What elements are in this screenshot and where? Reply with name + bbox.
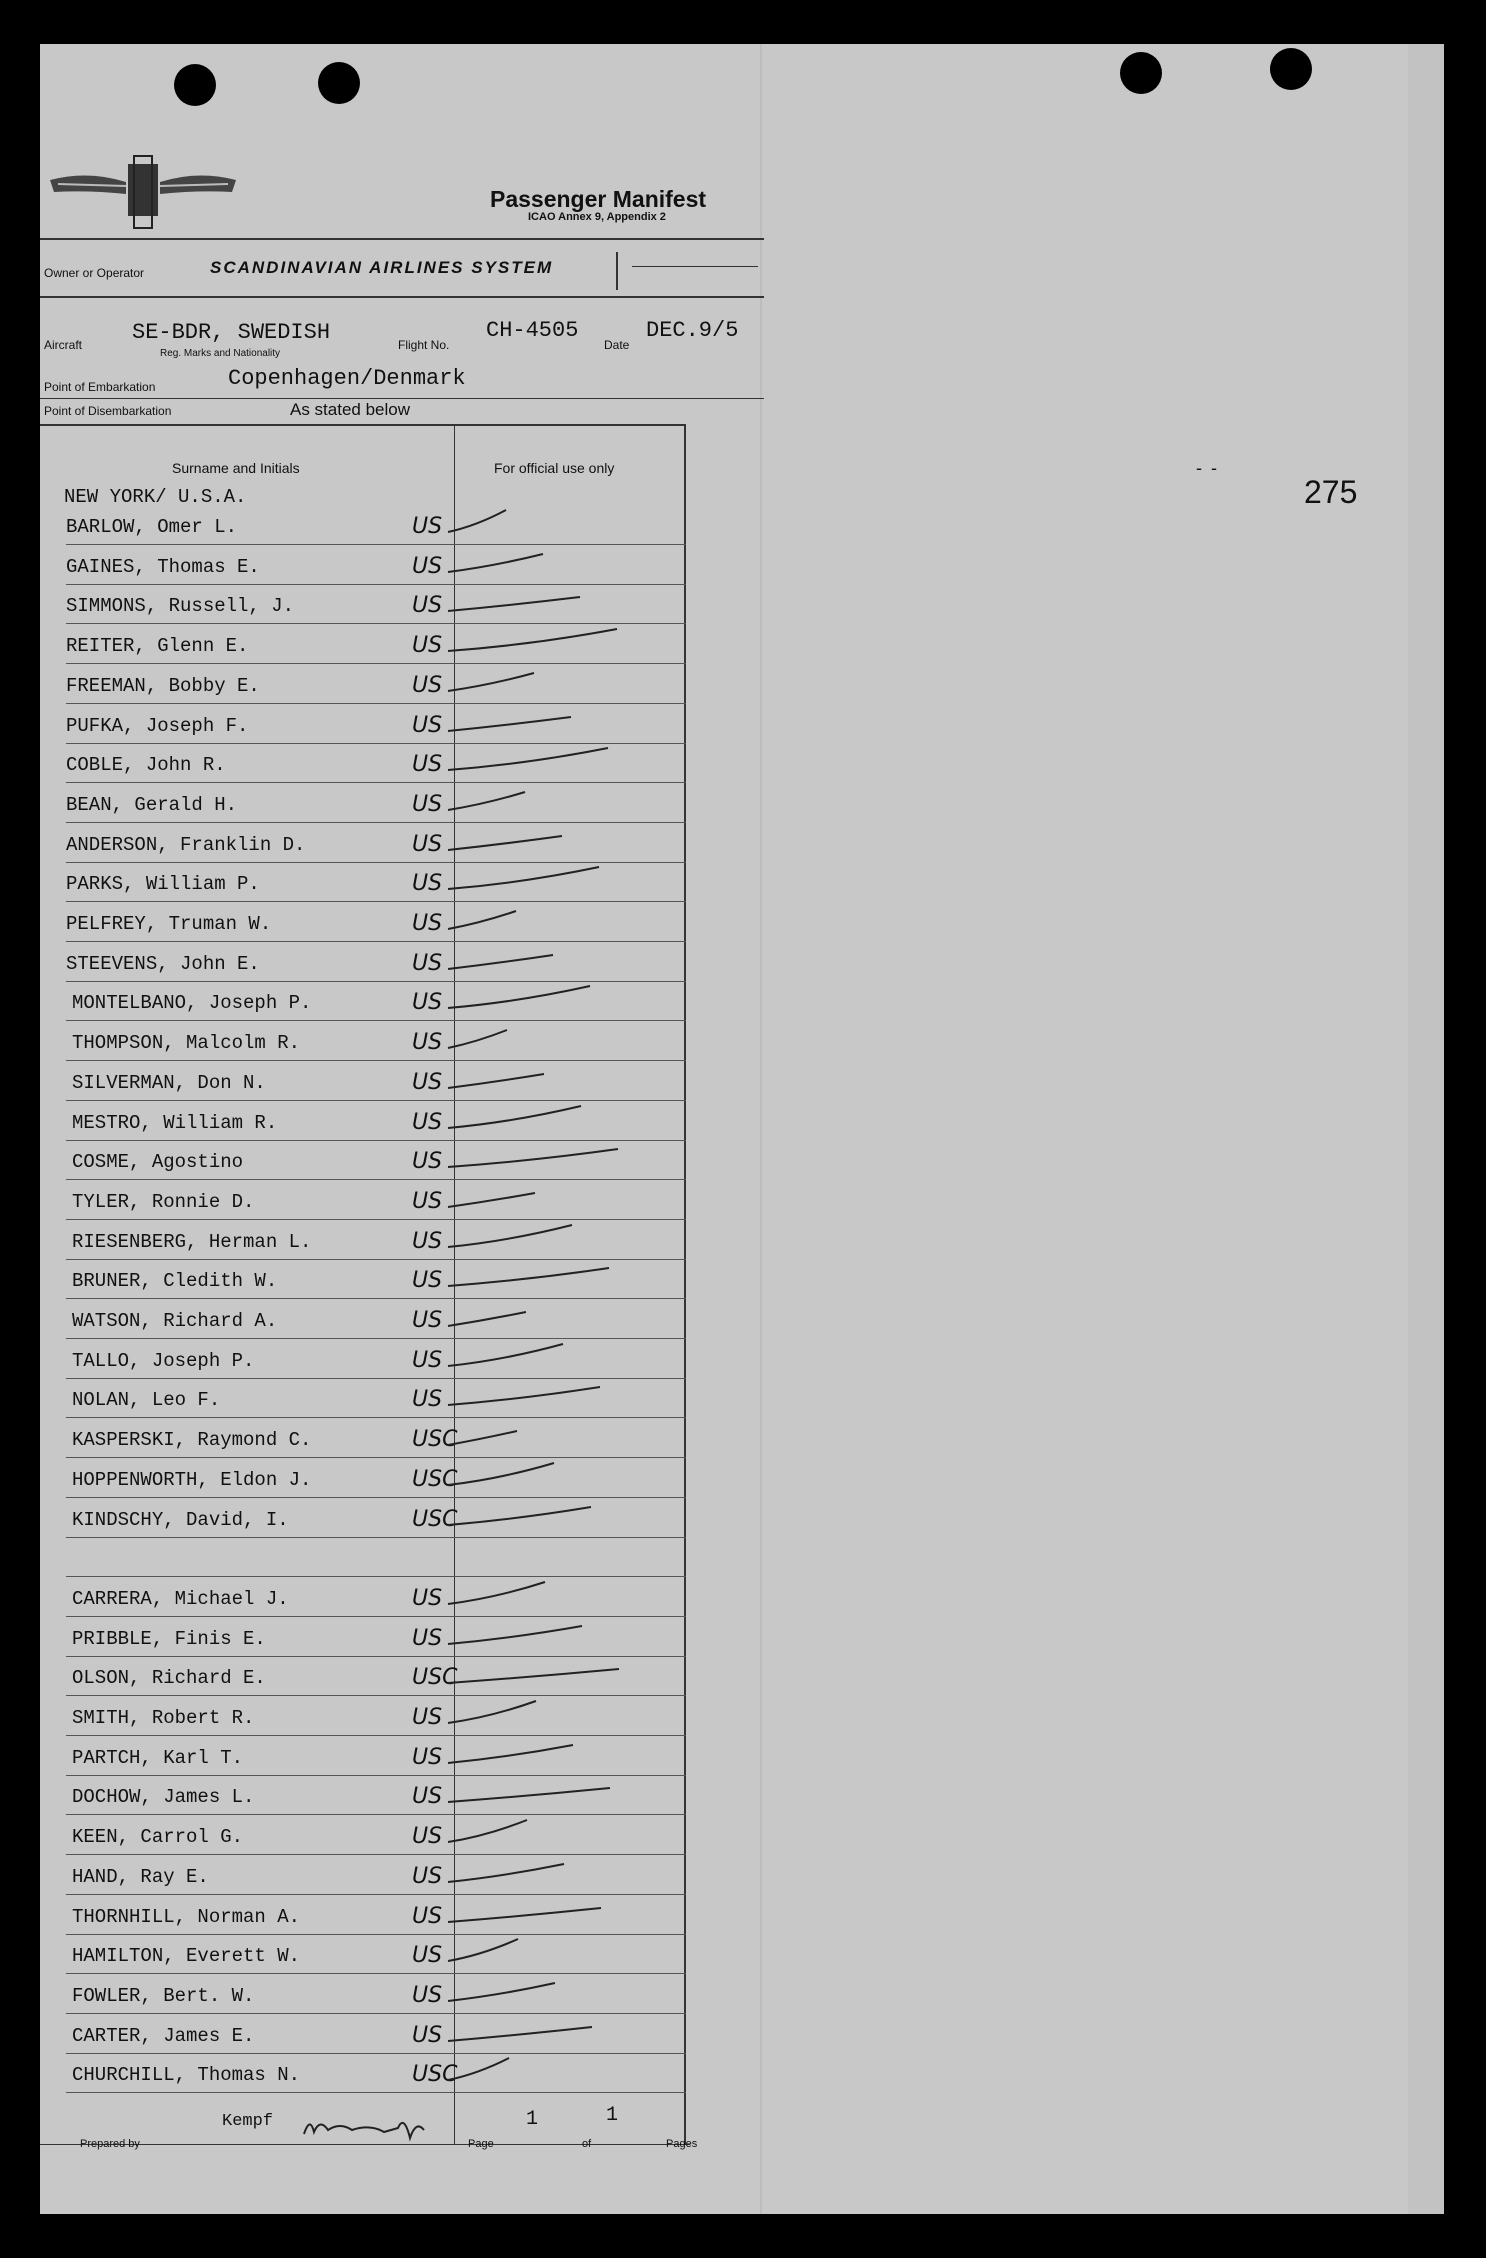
- passenger-name: MONTELBANO, Joseph P.: [72, 992, 312, 1015]
- page-stamp: 275: [1304, 474, 1358, 510]
- check-stroke: [446, 1495, 646, 1535]
- nationality-mark: US: [412, 1387, 443, 1413]
- nationality-mark: US: [412, 1982, 443, 2008]
- flight-label: Flight No.: [398, 338, 450, 352]
- nationality-mark: US: [412, 950, 443, 976]
- check-stroke: [446, 1455, 646, 1495]
- passenger-name: KINDSCHY, David, I.: [72, 1508, 289, 1531]
- punch-hole: [318, 62, 360, 104]
- divider: [40, 424, 686, 426]
- divider: [40, 398, 764, 399]
- nationality-mark: US: [412, 1030, 443, 1056]
- disembark-label: Point of Disembarkation: [44, 404, 172, 418]
- row-rule: [66, 2092, 686, 2093]
- check-stroke: [446, 1971, 646, 2011]
- passenger-name: FOWLER, Bert. W.: [72, 1984, 255, 2007]
- passenger-name: SMITH, Robert R.: [72, 1707, 255, 1729]
- passenger-name: HAMILTON, Everett W.: [72, 1945, 301, 1968]
- check-stroke: [446, 2050, 646, 2090]
- nationality-mark: US: [412, 1228, 443, 1254]
- passenger-name: BRUNER, Cledith W.: [72, 1270, 278, 1293]
- passenger-name: NOLAN, Leo F.: [72, 1389, 221, 1412]
- passenger-name: TALLO, Joseph P.: [72, 1349, 255, 1372]
- signature: [300, 2108, 460, 2144]
- divider: [40, 296, 764, 298]
- check-stroke: [446, 502, 646, 542]
- flight-value: CH-4505: [486, 318, 579, 343]
- passenger-name: GAINES, Thomas E.: [66, 555, 260, 578]
- check-stroke: [446, 978, 646, 1018]
- check-stroke: [446, 2011, 646, 2051]
- divider: [40, 238, 764, 240]
- paper-edge: [1408, 44, 1444, 2214]
- check-stroke: [446, 542, 646, 582]
- passenger-name: FREEMAN, Bobby E.: [66, 674, 260, 697]
- check-stroke: [446, 859, 646, 899]
- check-stroke: [446, 1058, 646, 1098]
- page-value: 1: [526, 2108, 539, 2131]
- divider: [632, 266, 758, 267]
- date-value: DEC.9/5: [646, 318, 739, 343]
- passenger-name: ANDERSON, Franklin D.: [66, 833, 306, 856]
- check-stroke: [446, 1931, 646, 1971]
- nationality-mark: USC: [412, 1506, 458, 1532]
- passenger-name: HOPPENWORTH, Eldon J.: [72, 1468, 312, 1491]
- divider: [616, 252, 618, 290]
- passenger-name: PRIBBLE, Finis E.: [72, 1627, 266, 1650]
- date-label: Date: [604, 338, 630, 352]
- nationality-mark: US: [412, 1705, 443, 1730]
- check-stroke: [446, 1415, 646, 1455]
- passenger-name: PARKS, William P.: [66, 873, 260, 896]
- embark-label: Point of Embarkation: [44, 380, 156, 394]
- of-label: of: [582, 2138, 592, 2150]
- nationality-mark: US: [412, 1625, 443, 1651]
- row-rule: [66, 1537, 686, 1538]
- check-stroke: [446, 621, 646, 661]
- passenger-name: CARRERA, Michael J.: [72, 1587, 289, 1610]
- passenger-name: REITER, Glenn E.: [66, 635, 249, 658]
- passenger-name: SIMMONS, Russell, J.: [66, 595, 295, 618]
- nationality-mark: US: [412, 1069, 443, 1095]
- prepared-value: Kempf: [222, 2112, 274, 2131]
- nationality-mark: US: [412, 2022, 443, 2048]
- nationality-mark: US: [412, 1784, 443, 1810]
- nationality-mark: US: [412, 1943, 443, 1969]
- passenger-name: RIESENBERG, Herman L.: [72, 1230, 312, 1253]
- passenger-name: WATSON, Richard A.: [72, 1310, 278, 1332]
- check-stroke: [446, 1772, 646, 1812]
- punch-hole: [174, 64, 216, 106]
- official-column-header: For official use only: [494, 460, 615, 476]
- passenger-name: CHURCHILL, Thomas N.: [72, 2064, 301, 2087]
- nationality-mark: US: [412, 514, 443, 539]
- passenger-name: COBLE, John R.: [66, 754, 226, 777]
- side-marks: - -: [1196, 458, 1219, 478]
- nationality-mark: US: [412, 871, 443, 897]
- check-stroke: [446, 1018, 646, 1058]
- check-stroke: [446, 1296, 646, 1336]
- passenger-name: PARTCH, Karl T.: [72, 1746, 244, 1769]
- owner-value: SCANDINAVIAN AIRLINES SYSTEM: [210, 258, 554, 277]
- passenger-name: CARTER, James E.: [72, 2024, 255, 2047]
- embark-value: Copenhagen/Denmark: [228, 366, 466, 391]
- nationality-mark: US: [412, 990, 443, 1016]
- passenger-name: THOMPSON, Malcolm R.: [72, 1032, 301, 1055]
- check-stroke: [446, 1137, 646, 1177]
- aircraft-sublabel: Reg. Marks and Nationality: [160, 348, 281, 359]
- check-stroke: [446, 939, 646, 979]
- pages-label: Pages: [666, 2138, 698, 2150]
- nationality-mark: US: [412, 1308, 443, 1333]
- check-stroke: [446, 1574, 646, 1614]
- check-stroke: [446, 820, 646, 860]
- nationality-mark: US: [412, 1744, 443, 1770]
- nationality-mark: US: [412, 553, 443, 579]
- check-stroke: [446, 1217, 646, 1257]
- nationality-mark: US: [412, 791, 443, 817]
- nationality-mark: US: [412, 712, 443, 738]
- check-stroke: [446, 701, 646, 741]
- passenger-name: BEAN, Gerald H.: [66, 793, 238, 816]
- check-stroke: [446, 1693, 646, 1733]
- of-value: 1: [606, 2104, 619, 2127]
- nationality-mark: US: [412, 633, 443, 659]
- nationality-mark: US: [412, 1863, 443, 1889]
- check-stroke: [446, 1177, 646, 1217]
- passenger-name: OLSON, Richard E.: [72, 1667, 266, 1690]
- passenger-name: PUFKA, Joseph F.: [66, 714, 249, 737]
- check-stroke: [446, 1852, 646, 1892]
- nationality-mark: US: [412, 593, 443, 619]
- check-stroke: [446, 899, 646, 939]
- passenger-name: PELFREY, Truman W.: [66, 913, 272, 935]
- passenger-name: DOCHOW, James L.: [72, 1786, 255, 1809]
- aircraft-label: Aircraft: [44, 338, 83, 352]
- check-stroke: [446, 1614, 646, 1654]
- passenger-name: HAND, Ray E.: [72, 1865, 209, 1888]
- check-stroke: [446, 1375, 646, 1415]
- check-stroke: [446, 1812, 646, 1852]
- nationality-mark: US: [412, 672, 443, 698]
- nationality-mark: US: [412, 1109, 443, 1135]
- passenger-name: THORNHILL, Norman A.: [72, 1905, 301, 1928]
- check-stroke: [446, 661, 646, 701]
- passenger-name: STEEVENS, John E.: [66, 952, 260, 975]
- passenger-name: KASPERSKI, Raymond C.: [72, 1429, 312, 1452]
- airline-logo-icon: [48, 150, 238, 230]
- nationality-mark: US: [412, 1149, 443, 1175]
- nationality-mark: US: [412, 1903, 443, 1929]
- nationality-mark: US: [412, 1268, 443, 1294]
- nationality-mark: USC: [412, 2062, 458, 2088]
- page-label: Page: [468, 2138, 494, 2150]
- check-stroke: [446, 1892, 646, 1932]
- passenger-name: KEEN, Carrol G.: [72, 1826, 244, 1849]
- passenger-name: TYLER, Ronnie D.: [72, 1190, 255, 1213]
- punch-hole: [1120, 52, 1162, 94]
- owner-label: Owner or Operator: [44, 266, 145, 280]
- passenger-name: MESTRO, William R.: [72, 1111, 278, 1134]
- paper-fold: [760, 44, 762, 2214]
- check-stroke: [446, 780, 646, 820]
- nationality-mark: US: [412, 1188, 443, 1214]
- table-right-edge: [684, 424, 686, 2144]
- check-stroke: [446, 1256, 646, 1296]
- form-title: Passenger Manifest: [490, 186, 707, 212]
- check-stroke: [446, 581, 646, 621]
- passenger-name: COSME, Agostino: [72, 1151, 244, 1174]
- nationality-mark: US: [412, 752, 443, 778]
- punch-hole: [1270, 48, 1312, 90]
- nationality-mark: US: [412, 1585, 443, 1611]
- nationality-mark: USC: [412, 1665, 458, 1691]
- check-stroke: [446, 1336, 646, 1376]
- check-stroke: [446, 1733, 646, 1773]
- disembark-value: As stated below: [290, 400, 411, 419]
- nationality-mark: US: [412, 1347, 443, 1373]
- passenger-name: SILVERMAN, Don N.: [72, 1071, 266, 1094]
- surname-column-header: Surname and Initials: [172, 460, 300, 476]
- passenger-name: BARLOW, Omer L.: [66, 516, 238, 538]
- nationality-mark: US: [412, 911, 443, 936]
- nationality-mark: USC: [412, 1427, 458, 1453]
- nationality-mark: US: [412, 1824, 443, 1850]
- check-stroke: [446, 740, 646, 780]
- aircraft-value: SE-BDR, SWEDISH: [132, 320, 331, 345]
- nationality-mark: USC: [412, 1466, 458, 1492]
- nationality-mark: US: [412, 831, 443, 857]
- check-stroke: [446, 1653, 646, 1693]
- form-subtitle: ICAO Annex 9, Appendix 2: [528, 211, 666, 223]
- check-stroke: [446, 1098, 646, 1138]
- destination-heading: NEW YORK/ U.S.A.: [64, 486, 247, 508]
- prepared-label: Prepared by: [80, 2138, 140, 2150]
